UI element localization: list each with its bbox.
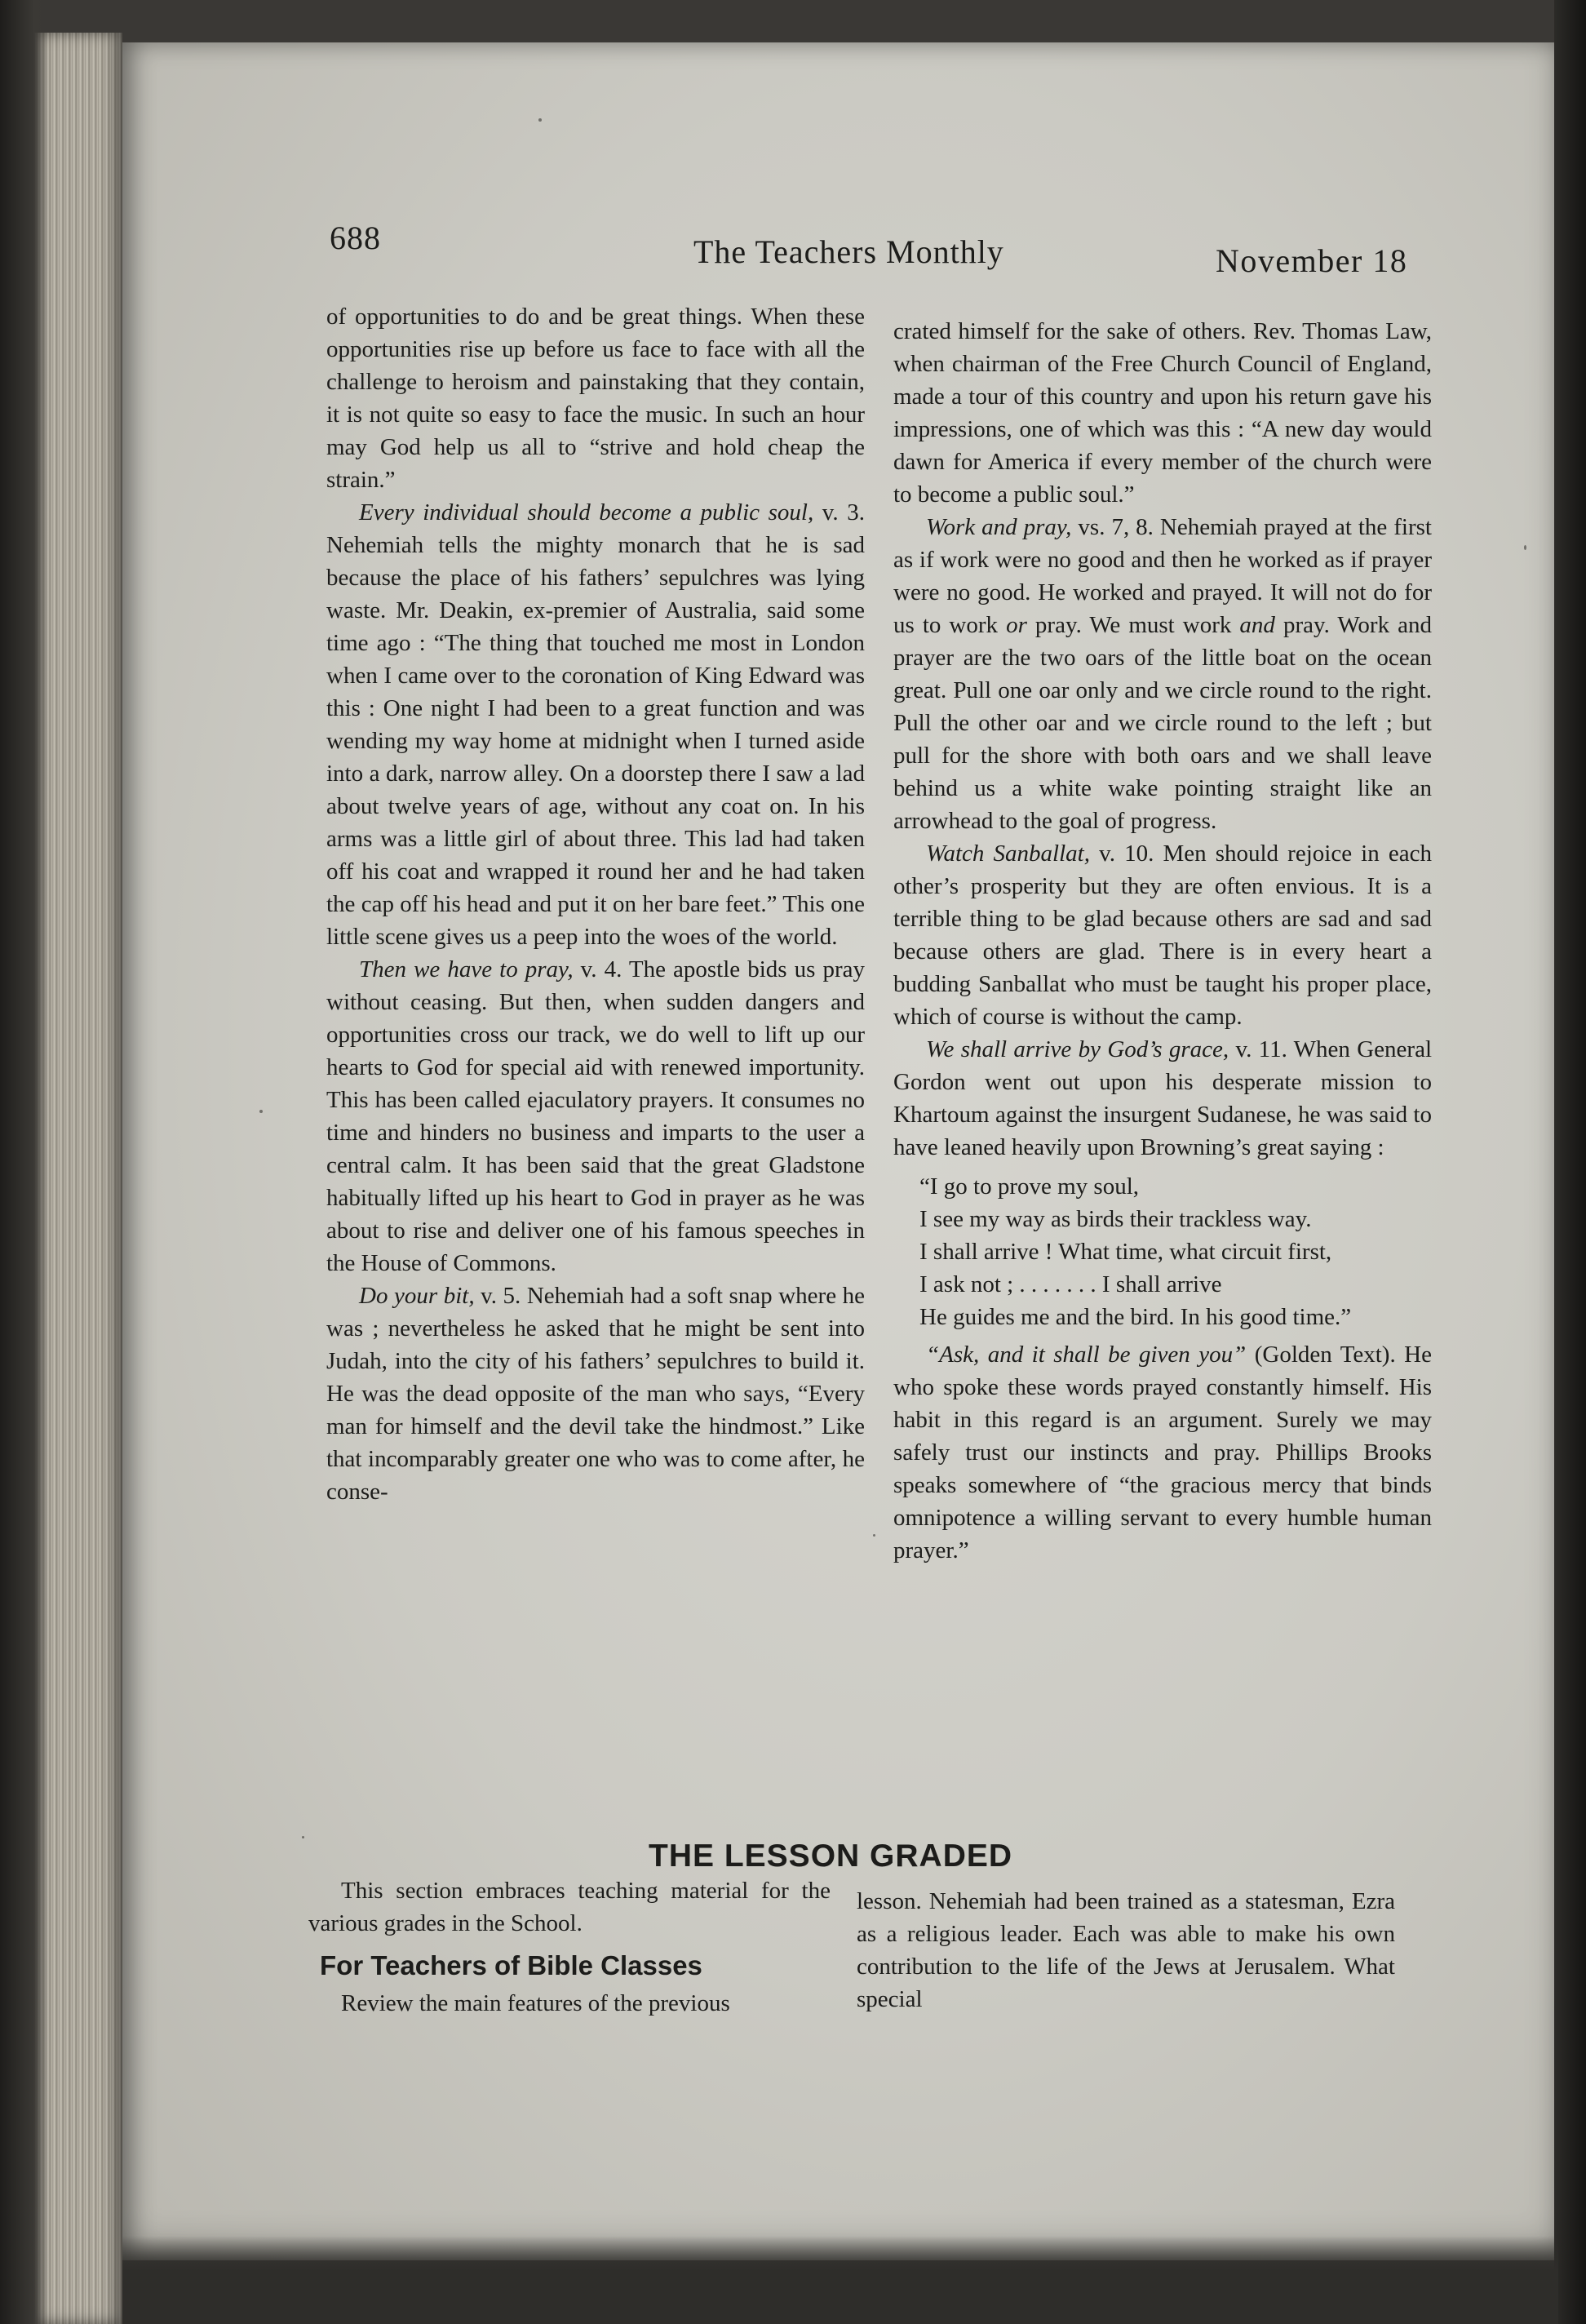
paragraph-heading: Then we have to pray, (359, 956, 574, 982)
running-head (0, 0, 1586, 326)
paragraph (893, 837, 1432, 1033)
paragraph-heading: “Ask, and it shall be given you” (926, 1342, 1247, 1368)
paragraph (893, 1033, 1432, 1164)
lesson-graded-left (308, 1874, 831, 2020)
paragraph-heading: Work and pray, (926, 514, 1072, 540)
journal-title: The Teachers Monthly (693, 233, 1004, 270)
paragraph: Review the main features of the previous (341, 1990, 730, 2016)
paragraph (893, 1338, 1432, 1567)
paragraph: of opportunities to do and be great things. When these opportunities rise up before us face to face with all the challenge to heroism and painstaking that they contain, it is not quite so easy to face the music. In such an hour may God help us all to “strive and hold cheap the strain.” (326, 304, 865, 493)
emphasis-word: and (1239, 612, 1275, 638)
poem-line: I see my way as birds their trackless way. (919, 1206, 1312, 1232)
paragraph (326, 1280, 865, 1508)
paragraph-body: vs. 7, 8. Nehemiah prayed at the first as if work were no good and then he worked as if prayer were no good. He worked and prayed. It will not do for us to work (893, 514, 1432, 638)
paragraph-body: pray. Work and prayer are the two oars of the little boat on the ocean great. Pull one oar only and we circle round to the right. Pull the other oar and we circle round to the left ; but pull for the shore with both oars and we shall leave behind us a white wake pointing straight like an arrowhead to the goal of progress. (893, 612, 1433, 834)
bottom-shadow (122, 2236, 1558, 2324)
paragraph-heading: We shall arrive by God’s grace, (926, 1036, 1229, 1062)
poem-line: He guides me and the bird. In his good time.” (919, 1304, 1352, 1330)
paper-speck (1524, 545, 1526, 550)
paragraph-body: pray. We must work (1026, 612, 1240, 638)
right-column (893, 315, 1432, 1567)
paragraph: crated himself for the sake of others. Rev. Thomas Law, when chairman of the Free Church Council of England, made a tour of this country and upon his return gave his impressions, one of which was this : “A new day would dawn for America if every member of the church were to become a public soul.” (893, 318, 1432, 508)
paragraph-heading: Watch Sanballat, (926, 840, 1090, 867)
right-dark-margin (1554, 0, 1586, 2324)
paper-speck (259, 1110, 263, 1113)
lesson-graded-right (857, 1885, 1395, 2016)
paragraph-body: v. 3. Nehemiah tells the mighty monarch that he is sad because the place of his fathers’ sepulchres was lying waste. Mr. Deakin, ex-premier of Australia, said some time ago : “The thing that touched me most in London when I came over to the coronation of King Edward was this : One night I had been to a great function and was wending my way home at midnight when I turned aside into a dark, narrow alley. On a doorstep there I saw a lad about twelve years of age, without any coat on. In his arms was a little girl of about three. This lad had taken off his coat and wrapped it round her and he had taken the cap off his head and put it on her bare feet.” This one little scene gives us a peep into the woes of the world. (326, 499, 865, 950)
poem-quotation (919, 1170, 1432, 1333)
poem-line: I shall arrive ! What time, what circuit first, (919, 1239, 1332, 1265)
poem-line: “I go to prove my soul, (919, 1173, 1140, 1200)
paragraph-body: v. 5. Nehemiah had a soft snap where he was ; nevertheless he asked that he might be sent into Judah, into the city of his fathers’ sepulchres to build it. He was the dead opposite of the man who says, “Every man for himself and the devil take the hindmost.” Like that incomparably greater one who was to come after, he conse- (326, 1283, 865, 1505)
paragraph: lesson. Nehemiah had been trained as a statesman, Ezra as a religious leader. Each was able to make his own contribution to the life of the Jews at Jerusalem. What special (857, 1888, 1395, 2012)
paragraph-body: (Golden Text). He who spoke these words prayed constantly himself. His habit in this regard is an argument. Surely we may safely trust our instincts and pray. Phillips Brooks speaks somewhere of “the gracious mercy that binds omnipotence a willing servant to every humble human prayer.” (893, 1342, 1432, 1563)
section-intro: This section embraces teaching material for the various grades in the School. (308, 1878, 831, 1936)
section-title: THE LESSON GRADED (649, 1838, 1013, 1874)
book-spine-shadow (0, 0, 49, 2324)
paragraph (893, 511, 1432, 837)
emphasis-word: or (1006, 612, 1027, 638)
paragraph-heading: Do your bit, (359, 1283, 475, 1309)
paragraph (326, 496, 865, 953)
paper-speck (302, 1836, 304, 1838)
issue-date: November 18 (1216, 242, 1408, 279)
sub-heading: For Teachers of Bible Classes (320, 1950, 702, 1980)
paragraph-body: v. 4. The apostle bids us pray without ceasing. But then, when sudden dangers and opportunities cross our track, we do well to lift up our hearts to God for special aid with renewed importunity. This has been called ejaculatory prayers. It consumes no time and hinders no business and imparts to the user a central calm. It has been said that the great Gladstone habitually lifted up his heart to God in prayer as he was about to rise and deliver one of his famous speeches in the House of Commons. (326, 956, 865, 1276)
left-column (326, 300, 865, 1508)
poem-line: I ask not ; . . . . . . . I shall arrive (919, 1271, 1222, 1297)
page-number: 688 (330, 220, 381, 256)
paragraph-body: v. 11. When General Gordon went out upon his desperate mission to Khartoum against the insurgent Sudanese, he was said to have leaned heavily upon Browning’s great saying : (893, 1036, 1432, 1160)
paragraph-heading: Every individual should become a public soul, (359, 499, 814, 526)
paragraph (326, 953, 865, 1280)
paragraph-body: v. 10. Men should rejoice in each other’s prosperity but they are often envious. It is a terrible thing to be glad because others are sad and sad because others are glad. There is in every heart a budding Sanballat who must be taught his proper place, which of course is without the camp. (893, 840, 1432, 1030)
paper-speck (873, 1534, 875, 1537)
